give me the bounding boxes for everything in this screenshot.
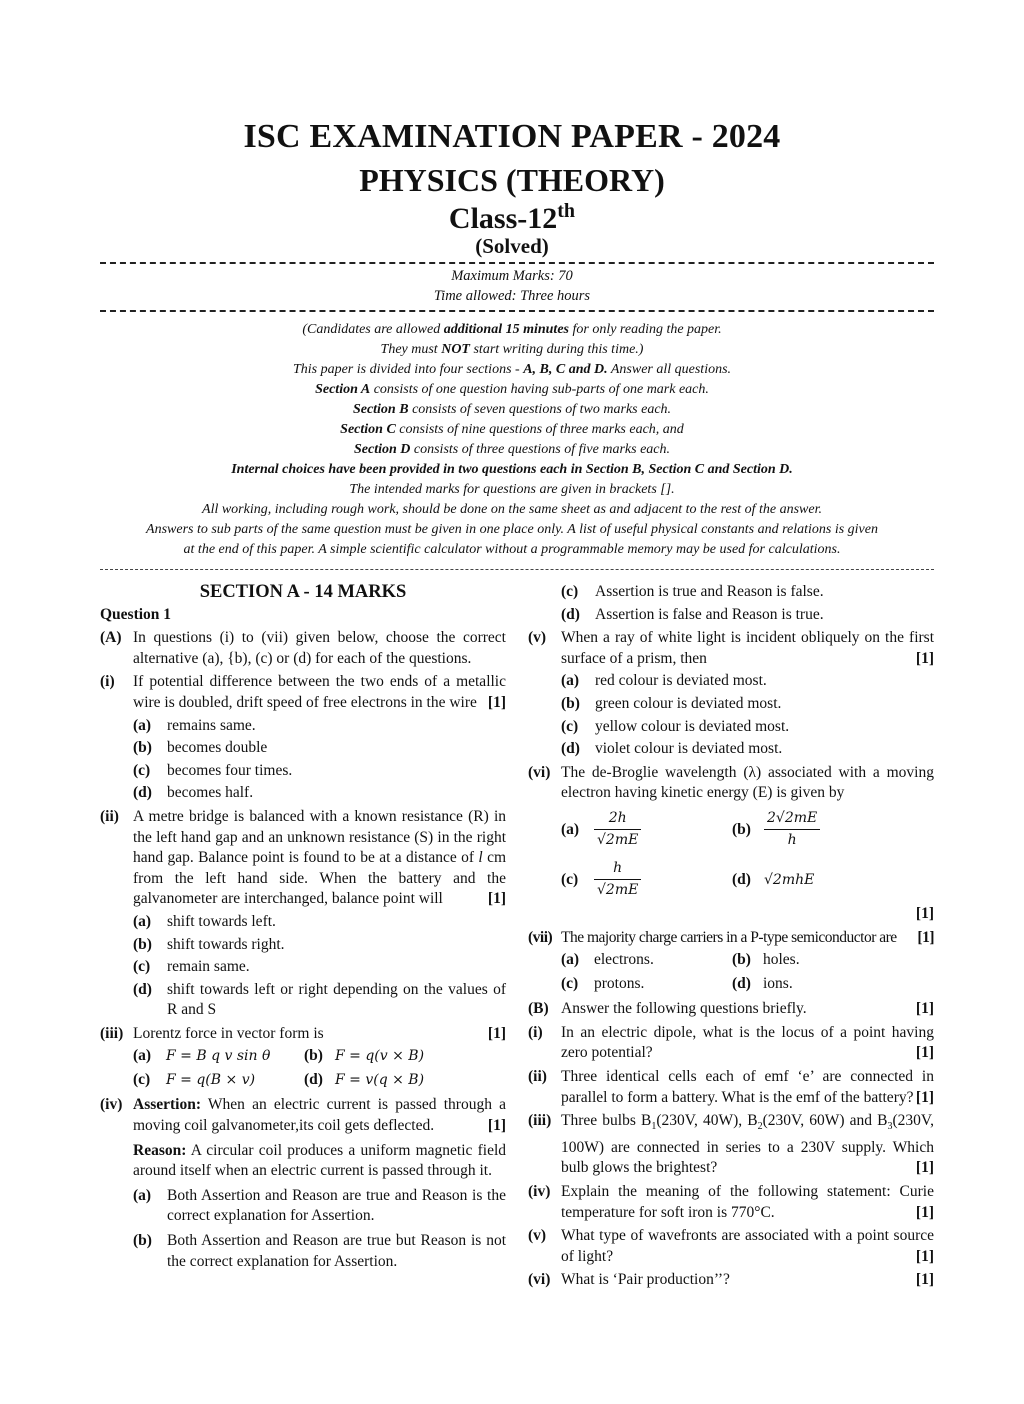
formula: $\frac{2h}{√2mE}$ bbox=[594, 808, 641, 850]
divider-top bbox=[100, 262, 934, 264]
time-allowed: Time allowed: Three hours bbox=[433, 288, 591, 304]
option: (b) green colour is deviated most. bbox=[561, 694, 782, 712]
formula: √2mhE bbox=[764, 871, 815, 888]
option: (a) remains same. bbox=[133, 716, 256, 734]
section-heading: SECTION A - 14 MARKS bbox=[199, 582, 407, 602]
question-b-ii: (ii) Three identical cells each of emf ‘e’ are connected in parallel to form a battery. What is the emf of the battery? [1] bbox=[528, 1067, 934, 1106]
reason: Reason: A circular coil produces a uniform magnetic field around itself when an electric current is passed through it. bbox=[133, 1141, 506, 1180]
question-i: (i) If potential difference between the two ends of a metallic wire is doubled, drift speed of free electrons in the wire [1] bbox=[100, 673, 506, 711]
question-iv: (iv) Assertion: When an electric current is passed through a moving coil galvanometer,its coil gets deflected. [1] bbox=[100, 1096, 506, 1135]
option: (b) shift towards right. bbox=[133, 935, 285, 953]
formula: F = B q v sin θ bbox=[166, 1048, 271, 1065]
question-b-vi: (vi) What is ‘Pair production’’? [1] bbox=[528, 1271, 934, 1289]
option: (a) shift towards left. bbox=[133, 912, 276, 930]
formula: F = q(v × B) bbox=[335, 1048, 425, 1065]
option: (c) yellow colour is deviated most. bbox=[561, 717, 790, 735]
paper-class: Class-12th bbox=[448, 200, 576, 235]
option: (d) shift towards left or right depending on the values of R and S bbox=[133, 980, 506, 1019]
paper-title: ISC EXAMINATION PAPER - 2024 bbox=[243, 118, 781, 155]
option-row: (c) protons. (d) ions. bbox=[561, 975, 793, 993]
question-ii: (ii) A metre bridge is balanced with a known resistance (R) in the left hand gap and an unknown resistance (S) in the right hand gap. Balance point is found to be at a distance of l cm from the left hand side. When the battery and the galvanometer are interchanged, balance point will [1] bbox=[100, 807, 507, 908]
question-b-iv: (iv) Explain the meaning of the following statement: Curie temperature for soft iron is 770°C. [1] bbox=[528, 1182, 934, 1221]
option-row: (a) F = B q v sin θ (b) F = q(v × B) bbox=[100, 1046, 506, 1068]
option-row: (c) $\frac{h}{√2mE}$ (d) √2mhE bbox=[528, 858, 934, 904]
paper-subject: PHYSICS (THEORY) bbox=[359, 162, 665, 198]
paper-solved: (Solved) bbox=[475, 234, 549, 258]
option: (c) becomes four times. bbox=[133, 761, 293, 779]
option: (d) Assertion is false and Reason is true. bbox=[561, 605, 824, 623]
formula: $\frac{h}{√2mE}$ bbox=[594, 858, 641, 900]
formula: F = q(B × v) bbox=[166, 1072, 256, 1089]
option: (b) Both Assertion and Reason are true but Reason is not the correct explanation for Assertion. bbox=[133, 1232, 506, 1270]
option: (a) red colour is deviated most. bbox=[561, 672, 767, 690]
question-vi: (vi) The de-Broglie wavelength (λ) associated with a moving electron having kinetic energy (E) is given by bbox=[528, 763, 934, 802]
formula: $\frac{2√2mE}{h}$ bbox=[764, 808, 820, 850]
formula: F = v(q × B) bbox=[335, 1072, 425, 1089]
option-row: (c) F = q(B × v) (d) F = v(q × B) bbox=[100, 1070, 506, 1092]
question-heading: Question 1 bbox=[100, 605, 172, 623]
option: (c) remain same. bbox=[133, 958, 250, 976]
right-column bbox=[528, 580, 934, 1291]
question-A: (A) In questions (i) to (vii) given below, choose the correct alternative (a), {b), (c) or (d) for each of the questions. bbox=[100, 629, 506, 667]
option-row: (a) electrons. (b) holes. bbox=[561, 951, 800, 969]
option: (c) Assertion is true and Reason is false. bbox=[561, 583, 824, 600]
divider-mid bbox=[100, 310, 934, 312]
question-b-v: (v) What type of wavefronts are associated with a point source of light? [1] bbox=[528, 1227, 934, 1265]
option-row: (a) $\frac{2h}{√2mE}$ (b) $\frac{2√2mE}{h}$ bbox=[528, 808, 934, 854]
option: (d) becomes half. bbox=[133, 784, 254, 802]
question-B: (B) Answer the following questions briefly. [1] bbox=[528, 1000, 934, 1018]
option: (b) becomes double bbox=[133, 739, 268, 757]
left-column bbox=[100, 580, 506, 1272]
question-v: (v) When a ray of white light is incident obliquely on the first surface of a prism, then [1] bbox=[528, 629, 934, 667]
divider-bottom bbox=[100, 569, 934, 570]
question-iii: (iii) Lorentz force in vector form is [1] bbox=[100, 1024, 506, 1042]
question-b-i: (i) In an electric dipole, what is the locus of a point having zero potential? [1] bbox=[528, 1023, 934, 1062]
question-vii: (vii) The majority charge carriers in a P-type semiconductor are [1] bbox=[528, 928, 934, 946]
marks: [1] bbox=[915, 904, 934, 922]
instructions: (Candidates are allowed additional 15 minutes for only reading the paper. They must NOT start writing during this time.) This paper is divided into four sections - A, B, C and D. Answer all questions. Section A consists of one question having sub-parts of one mark each. Section B consists of seven questions of two marks each. Section C consists of nine questions of three marks each, and Section D consists of three questions of five marks each. Internal choices have been provided in two questions each in Section B, Section C and Section D. The intended marks for questions are given in brackets []. All working, including rough work, should be done on the same sheet as and adjacent to the rest of the answer. Answers to sub parts of the same question must be given in one place only. A list of useful physical constants and relations is given at the end of this paper. A simple scientific calculator without a programmable memory may be used for calculations. bbox=[146, 322, 878, 557]
option: (a) Both Assertion and Reason are true and Reason is the correct explanation for Assertion. bbox=[133, 1186, 506, 1225]
max-marks: Maximum Marks: 70 bbox=[451, 268, 573, 284]
option: (d) violet colour is deviated most. bbox=[561, 740, 783, 758]
question-b-iii: (iii) Three bulbs $B_1(230V$, 40W), $B_2(230V$, 60W) and $B_3(230V$, 100W) are connected in series to a 230V supply. Which bulb glows the brightest? [1] bbox=[528, 1112, 934, 1177]
